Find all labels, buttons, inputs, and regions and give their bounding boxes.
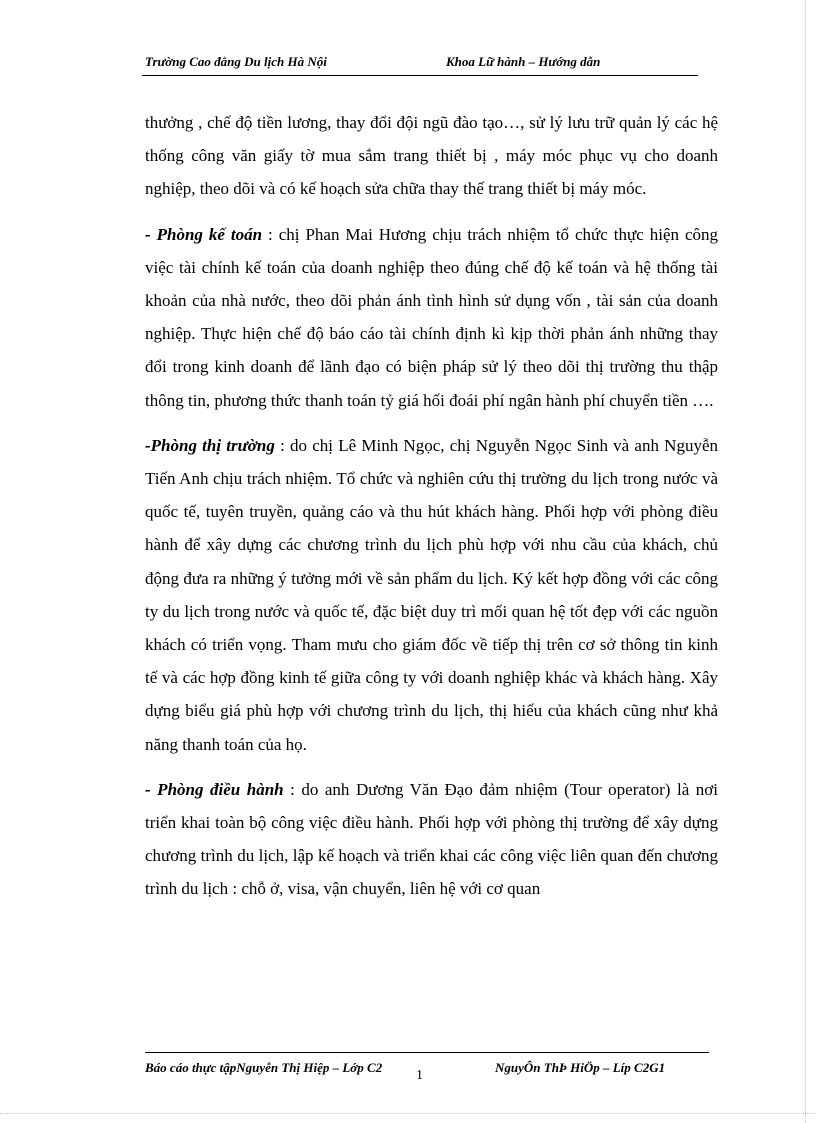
body-text [145, 106, 718, 918]
footer-rule [145, 1052, 709, 1053]
page-border-right [805, 0, 806, 1123]
page-border-bottom [0, 1113, 816, 1114]
footer-author: NguyÔn ThÞ HiÖp – Líp C2G1 [495, 1060, 666, 1075]
paragraph-accounting-text: : chị Phan Mai Hương chịu trách nhiệm tổ chức thực hiện công việc tài chính kế toán của doanh nghiệp theo đúng chế độ kế toán và hệ thống tài khoản của nhà nước, theo dõi phản ánh tình hình sử dụng vốn , tài sản của doanh nghiệp. Thực hiện chế độ báo cáo tài chính định kì kịp thời phản ánh những thay đổi trong kinh doanh để lãnh đạo có biện pháp sử lý theo dõi thị trường thu thập thông tin, phương thức thanh toán tỷ giá hối đoái phí ngân hành phí chuyển tiền …. [145, 224, 718, 410]
paragraph-operations-text: : do anh Dương Văn Đạo đảm nhiệm (Tour operator) là nơi triển khai toàn bộ công việc điều hành. Phối hợp với phòng thị trường để xây dựng chương trình du lịch, lập kế hoạch và triển khai các công việc liên quan đến chương trình du lịch : chỗ ở, visa, vận chuyển, liên hệ với cơ quan [145, 779, 718, 899]
paragraph-marketing [145, 429, 718, 761]
paragraph-operations [145, 773, 718, 906]
header-department: Khoa Lữ hành – Hướng dẫn [446, 54, 601, 69]
header-rule [142, 75, 698, 76]
paragraph-1-text: thưởng , chế độ tiền lương, thay đổi đội ngũ đào tạo…, sử lý lưu trữ quản lý các hệ thống công văn giấy tờ mua sắm trang thiết bị , máy móc phục vụ cho doanh nghiệp, theo dõi và có kế hoạch sửa chữa thay thế trang thiết bị máy móc. [145, 113, 718, 199]
header-school-name: Trường Cao đẳng Du lịch Hà Nội [145, 54, 327, 69]
paragraph-1 [145, 106, 718, 206]
page-number: 1 [416, 1068, 423, 1083]
paragraph-accounting [145, 218, 718, 417]
paragraph-operations-lead: - Phòng điều hành [145, 779, 284, 799]
footer-report-title: Báo cáo thực tậpNguyễn Thị Hiệp – Lớp C2 [145, 1060, 383, 1075]
paragraph-marketing-text: : do chị Lê Minh Ngọc, chị Nguyễn Ngọc Sinh và anh Nguyễn Tiến Anh chịu trách nhiệm. Tổ chức và nghiên cứu thị trường du lịch trong nước và quốc tế, tuyên truyền, quảng cáo và thu hút khách hàng. Phối hợp với phòng điều hành để xây dựng các chương trình du lịch phù hợp với nhu cầu của khách, chủ động đưa ra những ý tưởng mới về sản phẩm du lịch. Ký kết hợp đồng với các công ty du lịch trong nước và quốc tế, đặc biệt duy trì mối quan hệ tốt đẹp với các nguồn khách có triển vọng. Tham mưu cho giám đốc về tiếp thị trên cơ sở thông tin kinh tế và các hợp đồng kinh tế giữa công ty với doanh nghiệp khác và khách hàng. Xây dựng biểu giá phù hợp với chương trình du lịch, thị hiếu của khách cũng như khả năng thanh toán của họ. [145, 435, 718, 754]
paragraph-accounting-lead: - Phòng kế toán [145, 224, 263, 244]
paragraph-marketing-lead: -Phòng thị trường [145, 435, 275, 455]
